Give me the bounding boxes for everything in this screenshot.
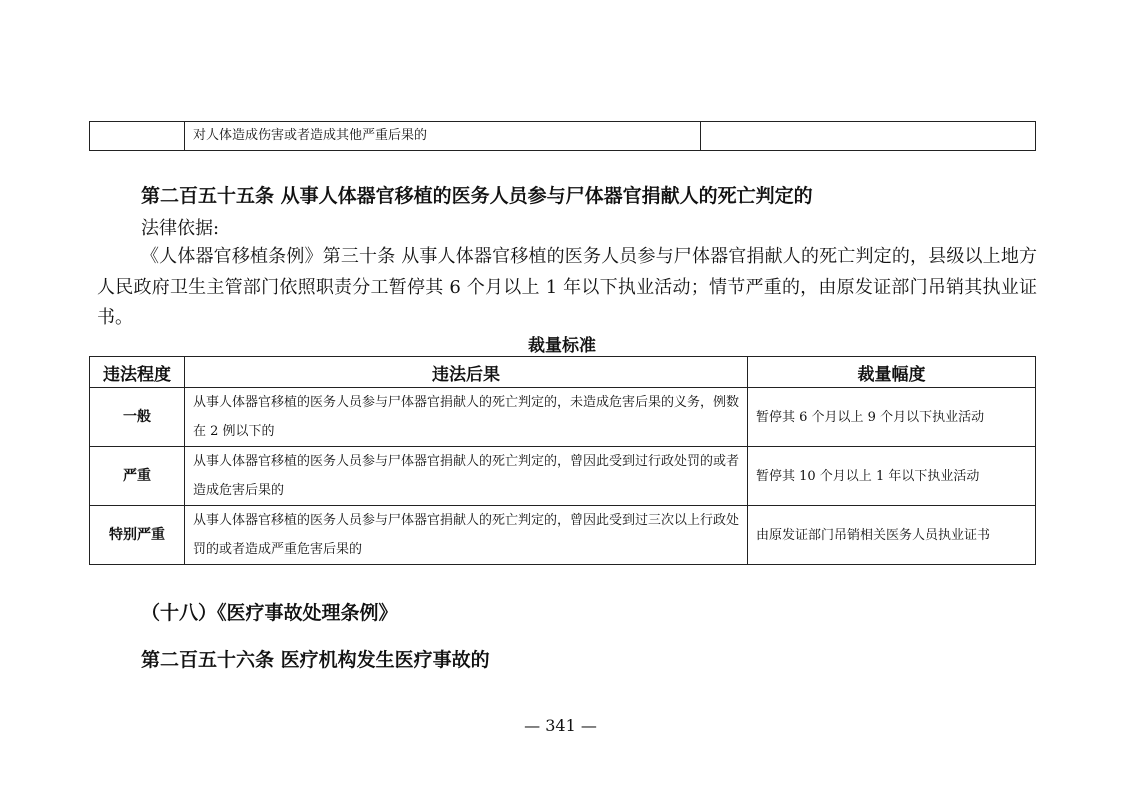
consequence-cell: 对人体造成伤害或者造成其他严重后果的 xyxy=(185,122,701,151)
table-row xyxy=(90,122,1036,151)
page-number: — 341 — xyxy=(524,716,597,735)
degree-cell: 一般 xyxy=(90,388,185,447)
header-penalty: 裁量幅度 xyxy=(748,357,1036,388)
degree-cell: 特别严重 xyxy=(90,506,185,565)
degree-cell xyxy=(90,122,185,151)
penalty-cell xyxy=(701,122,1036,151)
consequence-cell: 从事人体器官移植的医务人员参与尸体器官捐献人的死亡判定的，未造成危害后果的义务，例数在 2 例以下的 xyxy=(185,388,748,447)
legal-basis-label: 法律依据: xyxy=(141,218,220,239)
table-row xyxy=(90,506,1036,565)
penalty-cell: 暂停其 6 个月以上 9 个月以下执业活动 xyxy=(748,388,1036,447)
penalty-cell: 由原发证部门吊销相关医务人员执业证书 xyxy=(748,506,1036,565)
standards-table-title: 裁量标准 xyxy=(528,336,596,356)
header-degree: 违法程度 xyxy=(90,357,185,388)
section-18-heading: （十八）《医疗事故处理条例》 xyxy=(141,602,398,624)
article-256-heading: 第二百五十六条 医疗机构发生医疗事故的 xyxy=(141,649,490,671)
article-255-heading: 第二百五十五条 从事人体器官移植的医务人员参与尸体器官捐献人的死亡判定的 xyxy=(141,185,813,207)
standards-table xyxy=(89,356,1036,565)
penalty-cell: 暂停其 10 个月以上 1 年以下执业活动 xyxy=(748,447,1036,506)
table-header-row xyxy=(90,357,1036,388)
legal-basis-text: 《人体器官移植条例》第三十条 从事人体器官移植的医务人员参与尸体器官捐献人的死亡判定的，县级以上地方人民政府卫生主管部门依照职责分工暂停其 6 个月以上 1 年以下执业活动；情节严重的，由原发证部门吊销其执业证书。 xyxy=(97,246,1037,328)
table-row xyxy=(90,447,1036,506)
consequence-cell: 从事人体器官移植的医务人员参与尸体器官捐献人的死亡判定的，曾因此受到过三次以上行政处罚的或者造成严重危害后果的 xyxy=(185,506,748,565)
consequence-cell: 从事人体器官移植的医务人员参与尸体器官捐献人的死亡判定的，曾因此受到过行政处罚的或者造成危害后果的 xyxy=(185,447,748,506)
previous-table-continuation xyxy=(89,121,1036,151)
header-consequence: 违法后果 xyxy=(185,357,748,388)
degree-cell: 严重 xyxy=(90,447,185,506)
table-row xyxy=(90,388,1036,447)
